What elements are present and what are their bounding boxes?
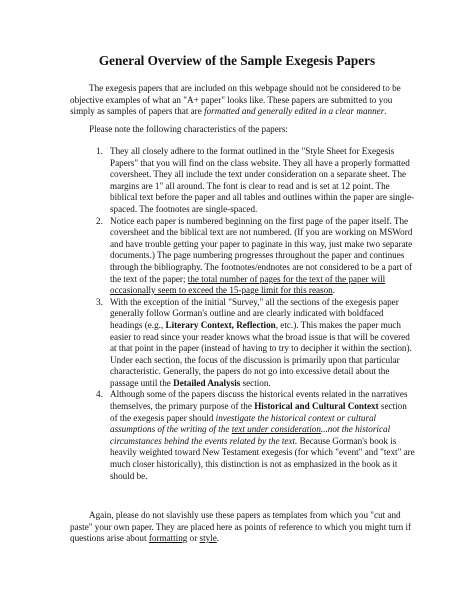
list-item-text-middle: , etc.). This makes the paper much easier to read since your reader knows what the broad issue is that will be covered at that point in the paper (instead of having to try to decipher it within the section). Under each section, the focus of the discussion is primarily upon that particular characteristic. Generally, the papers do not go into excessive detail about the passage until the bbox=[110, 319, 412, 388]
page-title: General Overview of the Sample Exegesis Papers bbox=[98, 53, 376, 68]
formatting-link[interactable]: formatting bbox=[148, 533, 188, 544]
list-item bbox=[70, 389, 415, 482]
italic-guidance-end: ...not the historical circumstances behind the events related by the text. bbox=[110, 424, 391, 446]
list-item bbox=[70, 297, 415, 390]
list-item-text-middle: section of the exegesis paper should bbox=[110, 401, 407, 423]
characteristics-list bbox=[70, 146, 415, 482]
heading-examples: Literary Context, Reflection bbox=[165, 319, 276, 330]
intro-end: . bbox=[384, 106, 387, 117]
list-item-text: Although some of the papers discuss the historical events related in the narratives themselves, the primary purpose of the bbox=[110, 389, 408, 412]
intro-text: The exegesis papers that are included on this webpage should not be considered to be objective examples of what an "A+ paper" looks like. These papers are submitted to you simply as samples of papers that are bbox=[70, 83, 401, 117]
closing-text: Again, please do not slavishly use these papers as templates from which you "cut and paste" your own paper. They are placed here as points of reference to which you might turn if questions arise about bbox=[70, 510, 412, 544]
list-item-number: 4. bbox=[96, 389, 103, 400]
closing-end: . bbox=[216, 533, 220, 544]
list-item bbox=[70, 216, 415, 297]
text-under-consideration: text under consideration bbox=[231, 424, 321, 435]
list-item-end: . bbox=[332, 285, 336, 296]
intro-paragraph bbox=[70, 83, 415, 118]
list-item-number: 1. bbox=[96, 146, 103, 156]
closing-mid: or bbox=[187, 533, 200, 544]
closing-paragraph bbox=[70, 510, 415, 545]
detailed-analysis-label: Detailed Analysis bbox=[173, 377, 241, 388]
page-limit-note: the total number of pages for the text of the paper will occasionally seem to exceed the 15-page limit for this reason bbox=[110, 273, 386, 296]
list-item-text: They all closely adhere to the format outlined in the "Style Sheet for Exegesis Papers" that you will find on the class website. They all have a properly formatted coversheet. They all include the text under consideration on a separate sheet. The margins are 1" all around. The font is clear to read and is set at 12 point. The biblical text before the paper and all tables and outlines within the paper are single-spaced. The footnotes are single-spaced. bbox=[110, 146, 415, 214]
list-item bbox=[70, 146, 415, 216]
list-item-text: With the exception of the initial "Survey," all the sections of the exegesis paper generally follow Gorman's outline and are clearly indicated with boldfaced headings (e.g., bbox=[110, 296, 399, 330]
note-intro-paragraph: Please note the following characteristics of the papers: bbox=[89, 124, 288, 134]
intro-emphasis: formatted and generally edited in a clear manner bbox=[204, 106, 385, 117]
list-item-end: Because Gorman's book is heavily weighted toward New Testament exegesis (for which "event" and "text" are much closer historically), this distinction is not as emphasized in the book as it should be. bbox=[110, 435, 415, 481]
list-item-end: section. bbox=[240, 377, 271, 388]
italic-guidance: investigate the historical context or cultural assumptions of the writing of the bbox=[110, 412, 377, 435]
list-item-number: 2. bbox=[96, 215, 103, 226]
historical-context-label: Historical and Cultural Context bbox=[254, 401, 379, 412]
style-link[interactable]: style bbox=[199, 533, 217, 544]
list-item-text: Notice each paper is numbered beginning on the first page of the paper itself. The coversheet and the biblical text are not numbered. (If you are working on MSWord and have trouble getting your paper to paginate in this way, just make two separate documents.) The page numbering progresses throughout the paper and continues through the bibliography. The footnotes/endnotes are not considered to be a part of the text of the paper; bbox=[110, 215, 413, 284]
list-item-number: 3. bbox=[96, 296, 103, 307]
